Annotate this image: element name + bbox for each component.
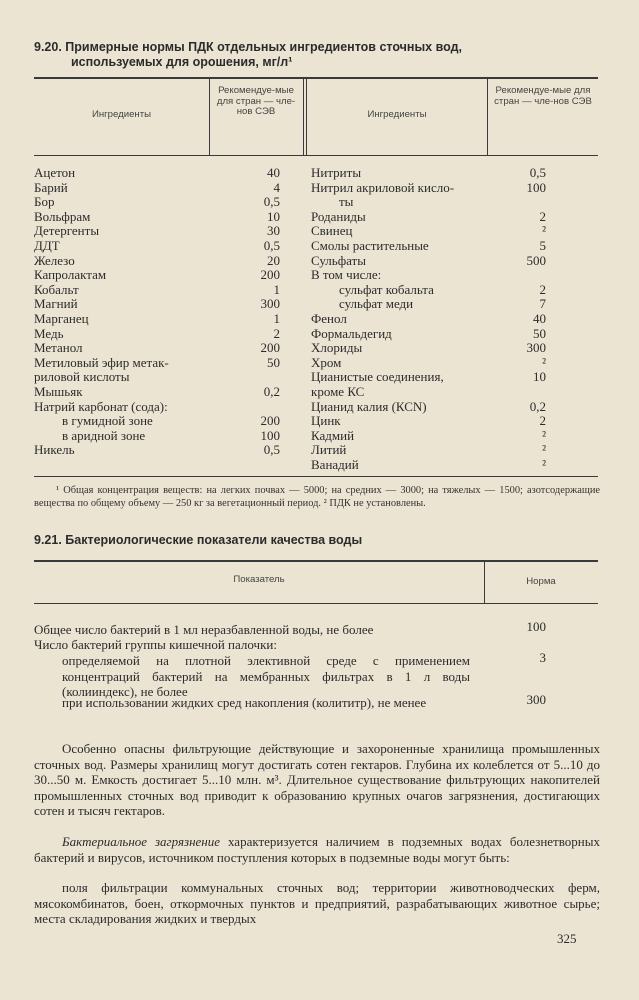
ingredient-value: 300: [526, 340, 546, 356]
ingredient-value: 40: [267, 165, 280, 180]
ingredient-value: 200: [260, 413, 280, 429]
table2-top-rule: [34, 560, 598, 562]
ingredient-value: 40: [533, 311, 546, 326]
ingredient-name: Литий: [311, 442, 347, 458]
ingredient-name: сульфат меди: [339, 296, 414, 312]
ingredient-value: 50: [533, 325, 546, 341]
t2-row-3-text: определяемой на плотной элективной среде с применением концентраций бактерий на мембранных фильтрах в 1 л воды (колииндекс), не более: [62, 653, 470, 699]
ingredient-name: Бор: [34, 194, 55, 210]
paragraph-3: поля фильтрации коммунальных сточных вод; территории животноводческих ферм, мясокомбинатов, боен, откормочных пунктов и предприятий, разрабатывающих животное сырье; места складирования жидких и твердых: [34, 880, 600, 927]
ingredient-name: Метанол: [34, 340, 83, 356]
col-rule-3: [487, 78, 488, 156]
ingredient-name: в аридной зоне: [62, 427, 146, 443]
ingredient-name: Магний: [34, 296, 78, 312]
ingredient-value: 300: [260, 296, 280, 312]
ingredient-name: в гумидной зоне: [62, 413, 153, 429]
header-indicator: Показатель: [233, 574, 285, 585]
ingredient-name: Цианистые соединения,: [311, 369, 444, 385]
ingredient-value: ²: [542, 427, 546, 443]
ingredient-value: ²: [542, 442, 546, 458]
ingredient-value: 10: [533, 369, 546, 385]
ingredient-value: 2: [539, 208, 546, 224]
ingredient-value: 30: [267, 223, 280, 239]
col-rule-2a: [303, 78, 304, 156]
ingredient-name: Ацетон: [34, 165, 76, 180]
ingredient-value: 0,5: [263, 442, 280, 458]
ingredient-value: 100: [260, 427, 280, 443]
header-norm: Норма: [526, 576, 556, 587]
ingredient-name: Хром: [311, 354, 342, 370]
ingredient-value: 0,5: [263, 238, 280, 253]
ingredient-value: 2: [273, 325, 280, 341]
table-header-rule: [34, 155, 598, 156]
ingredient-value: 10: [267, 208, 280, 224]
ingredient-name: Смолы растительные: [311, 238, 429, 253]
table-9-20-title-line2: используемых для орошения, мг/л¹: [71, 55, 293, 69]
t2-row-1-value: 100: [526, 619, 546, 634]
ingredient-value: 20: [267, 252, 280, 268]
footnote-rule: [34, 476, 598, 477]
ingredient-value: 0,2: [529, 398, 546, 414]
t2-row-1-text: Общее число бактерий в 1 мл неразбавленной воды, не более: [34, 622, 374, 637]
ingredient-name: Метиловый эфир метак-: [34, 354, 169, 370]
ingredient-name: Кадмий: [311, 427, 355, 443]
ingredient-value: 500: [526, 252, 546, 268]
ingredient-value: 2: [539, 281, 546, 297]
ingredient-value: 0,5: [529, 165, 546, 180]
ingredient-name: Формальдегид: [311, 325, 392, 341]
ingredient-name: Марганец: [34, 311, 89, 326]
ingredient-value: 0,2: [263, 384, 280, 399]
t2-row-4-value: 300: [526, 692, 546, 707]
table-9-20-title-line1: 9.20. Примерные нормы ПДК отдельных ингредиентов сточных вод,: [34, 40, 462, 54]
paragraph-2-italic: Бактериальное загрязнение: [62, 834, 221, 849]
ingredient-name: Хлориды: [311, 340, 363, 356]
ingredient-name: Нитриты: [311, 165, 362, 180]
ingredient-name: Медь: [34, 325, 64, 341]
ingredient-value: 200: [260, 340, 280, 356]
ingredient-name: Кобальт: [34, 281, 79, 297]
table-9-21-title: 9.21. Бактериологические показатели качества воды: [34, 533, 363, 547]
table2-col-rule: [484, 561, 485, 603]
ingredient-name: Нитрил акриловой кисло-: [311, 179, 455, 195]
ingredient-name: кроме КС: [311, 384, 365, 399]
header-norm-right: Рекомендуе-мые для стран — чле-нов СЭВ: [494, 85, 592, 107]
header-norm-left: Рекомендуе-мые для стран — чле-нов СЭВ: [216, 85, 296, 117]
ingredient-name: риловой кислоты: [34, 369, 130, 385]
ingredient-name: Барий: [34, 179, 68, 195]
t2-row-4-text: при использовании жидких сред накопления (колититр), не менее: [62, 695, 427, 710]
ingredient-name: сульфат кобальта: [339, 281, 434, 297]
ingredient-value: ²: [542, 223, 546, 239]
paragraph-2: [34, 834, 600, 865]
ingredient-name: Цинк: [311, 413, 341, 429]
ingredient-name: Железо: [34, 252, 75, 268]
footnote: ¹ Общая концентрация веществ: на легких почвах — 5000; на средних — 3000; на тяжелых — 1500; азотсодержащие вещества по общему объему — 250 кг за вегетационный период. ² ПДК не установлены.: [34, 485, 600, 509]
ingredient-name: Ванадий: [311, 457, 359, 472]
ingredient-name: Фенол: [311, 311, 347, 326]
ingredient-name: ДДТ: [34, 238, 60, 253]
ingredient-value: 1: [273, 281, 280, 297]
ingredient-value: 7: [539, 296, 546, 312]
page-number: 325: [557, 931, 577, 946]
table-top-rule: [34, 77, 598, 79]
ingredient-name: Никель: [34, 442, 75, 458]
t2-row-2-text: Число бактерий группы кишечной палочки:: [34, 637, 277, 652]
ingredient-value: 1: [273, 311, 280, 326]
ingredient-name: Вольфрам: [34, 208, 91, 224]
ingredient-value: ²: [542, 354, 546, 370]
ingredient-name: Детергенты: [34, 223, 100, 239]
ingredient-name: Роданиды: [311, 208, 366, 224]
ingredient-value: 200: [260, 267, 280, 283]
col-rule-2b: [306, 78, 307, 156]
paragraph-1: Особенно опасны фильтрующие действующие и захороненные хранилища промышленных сточных вод. Размеры хранилищ могут достигать сотен гектаров. Глубина их колеблется от 5...10 до 30...50 м. Емкость достигает 5...10 млн. м³. Длительное существование фильтрующих накопителей промышленных сточных вод приводит к образованию крупных очагов загрязнения, достигающих сотен и тысяч гектаров.: [34, 741, 600, 819]
col-rule-1: [209, 78, 210, 156]
ingredient-value: 2: [539, 413, 546, 429]
t2-row-3-value: 3: [539, 650, 546, 665]
ingredient-value: 100: [526, 179, 546, 195]
ingredient-name: Капролактам: [34, 267, 107, 283]
ingredient-name: Натрий карбонат (сода):: [34, 398, 168, 414]
header-ingredients-left: Ингредиенты: [91, 109, 152, 120]
ingredient-name: ты: [339, 194, 354, 210]
ingredient-name: Свинец: [311, 223, 353, 239]
ingredient-value: 5: [539, 238, 546, 253]
ingredient-name: Мышьяк: [34, 384, 83, 399]
ingredient-value: ²: [542, 457, 546, 472]
header-ingredients-right: Ингредиенты: [367, 109, 427, 120]
ingredient-name: Цианид калия (КСN): [311, 398, 427, 414]
ingredient-value: 4: [273, 179, 280, 195]
ingredient-value: 50: [267, 354, 280, 370]
paragraph-2-rest: характеризуется наличием в подземных водах болезнетворных бактерий и вирусов, источником поступления которых в подземные воды могут быть:: [34, 834, 600, 865]
ingredient-name: В том числе:: [311, 267, 382, 283]
ingredient-name: Сульфаты: [311, 252, 366, 268]
table2-header-rule: [34, 603, 598, 604]
ingredient-value: 0,5: [263, 194, 280, 210]
